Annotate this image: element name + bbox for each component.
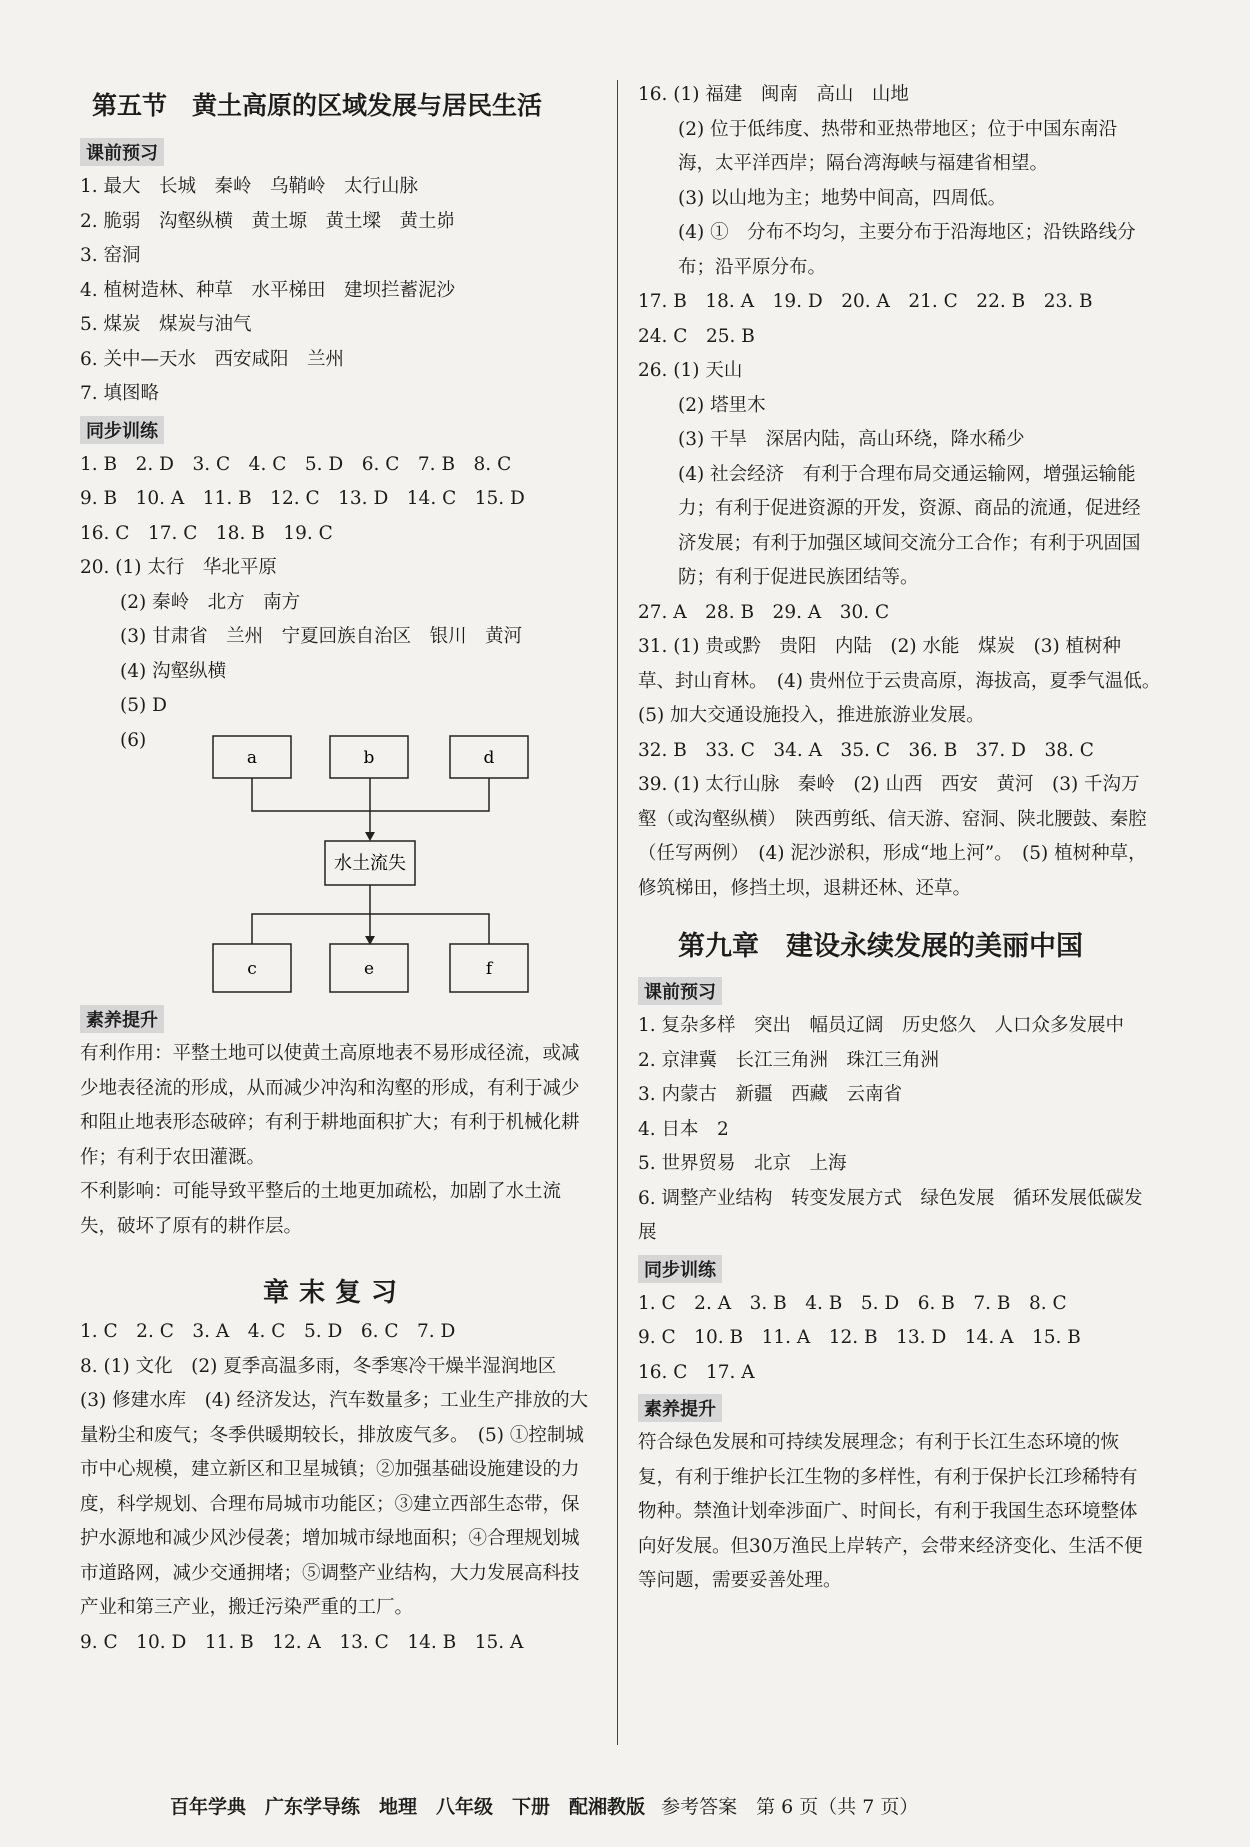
label-e: e: [363, 959, 375, 979]
enhance-paragraph: 不利影响：可能导致平整后的土地更加疏松，加剧了水土流失，破坏了原有的耕作层。: [80, 1181, 562, 1237]
list-item: 4. 植树造林、种草 水平梯田 建坝拦蓄泥沙: [80, 279, 456, 301]
preview-tag: 课前预习: [638, 977, 722, 1005]
list-item: 6. 关中—天水 西安咸阳 兰州: [80, 348, 345, 370]
answer-row: 1. C 2. C 3. A 4. C 5. D 6. C 7. D: [80, 1321, 456, 1342]
list-item: 4. 日本 2: [638, 1118, 729, 1140]
list-item: 3. 内蒙古 新疆 西藏 云南省: [638, 1084, 903, 1105]
list-item: 3. 窑洞: [80, 245, 141, 266]
enhance-tag: 素养提升: [638, 1394, 722, 1422]
list-item: 1. 最大 长城 秦岭 乌鞘岭 太行山脉: [80, 176, 419, 197]
answer-row: 9. B 10. A 11. B 12. C 13. D 14. C 15. D: [80, 488, 525, 509]
soil-erosion-diagram: [80, 726, 590, 1001]
training-tag: 同步训练: [638, 1255, 722, 1283]
answer-row: 1. B 2. D 3. C 4. C 5. D 6. C 7. B 8. C: [80, 453, 512, 475]
footer-page-info: 参考答案 第 6 页（共 7 页）: [661, 1796, 919, 1818]
enhance-paragraph: 有利作用：平整土地可以使黄土高原地表不易形成径流，或减少地表径流的形成，从而减少冲沟和沟壑的形成，有利于减少和阻止地表形态破碎；有利于耕地面积扩大；有利于机械化耕作；有利于农田灌溉。: [80, 1043, 580, 1168]
footer-brand: 百年学典 广东学导练 地理 八年级 下册 配湘教版: [170, 1796, 646, 1818]
enhance-text: 符合绿色发展和可持续发展理念；有利于长江生态环境的恢复，有利于维护长江生物的多样性，有利于保护长江珍稀特有物种。禁渔计划牵涉面广、时间长，有利于我国生态环境整体向好发展。但30万渔民上岸转产，会带来经济变化、生活不便等问题，需要妥善处理。: [638, 1432, 1143, 1591]
answer-paragraph: (4) ① 分布不均匀，主要分布于沿海地区；沿铁路线分布；沿平原分布。: [678, 222, 1136, 278]
answer-row: 24. C 25. B: [638, 325, 755, 347]
answer-row: (3) 干旱 深居内陆，高山环绕，降水稀少: [678, 429, 1025, 450]
answer-row: 9. C 10. D 11. B 12. A 13. C 14. B 15. A: [80, 1631, 524, 1653]
training-tag: 同步训练: [80, 416, 164, 444]
answer-row: (6): [120, 729, 147, 751]
column-divider: [617, 80, 618, 1745]
list-item: 5. 煤炭 煤炭与油气: [80, 314, 252, 335]
answer-row: 17. B 18. A 19. D 20. A 21. C 22. B 23. B: [638, 291, 1093, 312]
answer-paragraph: (4) 社会经济 有利于合理布局交通运输网，增强运输能力；有利于促进资源的开发，资源、商品的流通，促进经济发展；有利于加强区域间交流分工合作；有利于巩固国防；有利于促进民族团结等。: [678, 463, 1141, 588]
label-b: b: [363, 748, 375, 768]
label-f: f: [485, 959, 493, 979]
answer-row: 16. C 17. A: [638, 1361, 755, 1383]
review-title: 章末复习: [262, 1278, 407, 1308]
enhance-tag: 素养提升: [80, 1005, 164, 1033]
answer-row: (4) 沟壑纵横: [120, 660, 227, 682]
list-item: 2. 京津冀 长江三角洲 珠江三角洲: [638, 1049, 940, 1071]
answer-paragraph: (2) 位于低纬度、热带和亚热带地区；位于中国东南沿海，太平洋西岸；隔台湾海峡与福建省相望。: [678, 118, 1118, 174]
preview-tag: 课前预习: [80, 138, 164, 166]
list-item: 2. 脆弱 沟壑纵横 黄土塬 黄土墚 黄土峁: [80, 210, 456, 232]
label-a: a: [246, 748, 258, 768]
list-item: 1. 复杂多样 突出 幅员辽阔 历史悠久 人口众多发展中: [638, 1015, 1125, 1036]
answer-row: 27. A 28. B 29. A 30. C: [638, 601, 890, 623]
enhance-text: [80, 1037, 590, 1244]
list-item: 5. 世界贸易 北京 上海: [638, 1153, 847, 1174]
right-column: [638, 78, 1170, 1599]
answer-paragraph: 8. (1) 文化 (2) 夏季高温多雨，冬季寒冷干燥半湿润地区 (3) 修建水库 (4) 经济发达，汽车数量多；工业生产排放的大量粉尘和废气；冬季供暖期较长，排放废气多。 (5) ①控制城市中心规模，建立新区和卫星城镇；②加强基础设施建设的力度，科学规划、合理布局城市功能区；③建立西部生态带，保护水源地和减少风沙侵袭；增加城市绿地面积；④合理规划城市道路网，减少交通拥堵；⑤调整产业结构，大力发展高科技产业和第三产业，搬迁污染严重的工厂。: [80, 1355, 589, 1618]
answer-row: (2) 秦岭 北方 南方: [120, 591, 301, 613]
section-title: 第五节 黄土高原的区域发展与居民生活: [92, 91, 543, 120]
answer-paragraph: 31. (1) 贵或黔 贵阳 内陆 (2) 水能 煤炭 (3) 植树种草、封山育林。 (4) 贵州位于云贵高原，海拔高，夏季气温低。 (5) 加大交通设施投入，推进旅游业发展。: [638, 636, 1170, 726]
label-c: c: [247, 959, 257, 979]
list-item: 6. 调整产业结构 转变发展方式 绿色发展 循环发展低碳发展: [638, 1187, 1143, 1243]
answer-row: 1. C 2. A 3. B 4. B 5. D 6. B 7. B 8. C: [638, 1292, 1067, 1314]
list-item: 7. 填图略: [80, 383, 160, 404]
left-column: [80, 78, 590, 1660]
answer-row: 16. (1) 福建 闽南 高山 山地: [638, 84, 909, 105]
answer-row: 9. C 10. B 11. A 12. B 13. D 14. A 15. B: [638, 1327, 1081, 1348]
label-center: 水土流失: [334, 853, 406, 874]
page-footer: [170, 1792, 918, 1819]
answer-row: (3) 甘肃省 兰州 宁夏回族自治区 银川 黄河: [120, 626, 523, 647]
answer-row: 16. C 17. C 18. B 19. C: [80, 522, 333, 544]
chapter-title: 第九章 建设永续发展的美丽中国: [678, 931, 1083, 962]
answer-row: (5) D: [120, 695, 167, 716]
label-d: d: [483, 748, 495, 768]
answer-paragraph: 39. (1) 太行山脉 秦岭 (2) 山西 西安 黄河 (3) 千沟万壑（或沟壑纵横） 陕西剪纸、信天游、窑洞、陕北腰鼓、秦腔（任写两例） (4) 泥沙淤积，形成“地上河”。 (5) 植树种草，修筑梯田，修挡土坝，退耕还林、还草。: [638, 774, 1147, 899]
answer-row: 26. (1) 天山: [638, 360, 743, 381]
answer-row: (2) 塔里木: [678, 394, 766, 416]
answer-row: 32. B 33. C 34. A 35. C 36. B 37. D 38. C: [638, 739, 1094, 761]
answer-row: (3) 以山地为主；地势中间高，四周低。: [678, 187, 1007, 209]
answer-row: 20. (1) 太行 华北平原: [80, 557, 277, 578]
